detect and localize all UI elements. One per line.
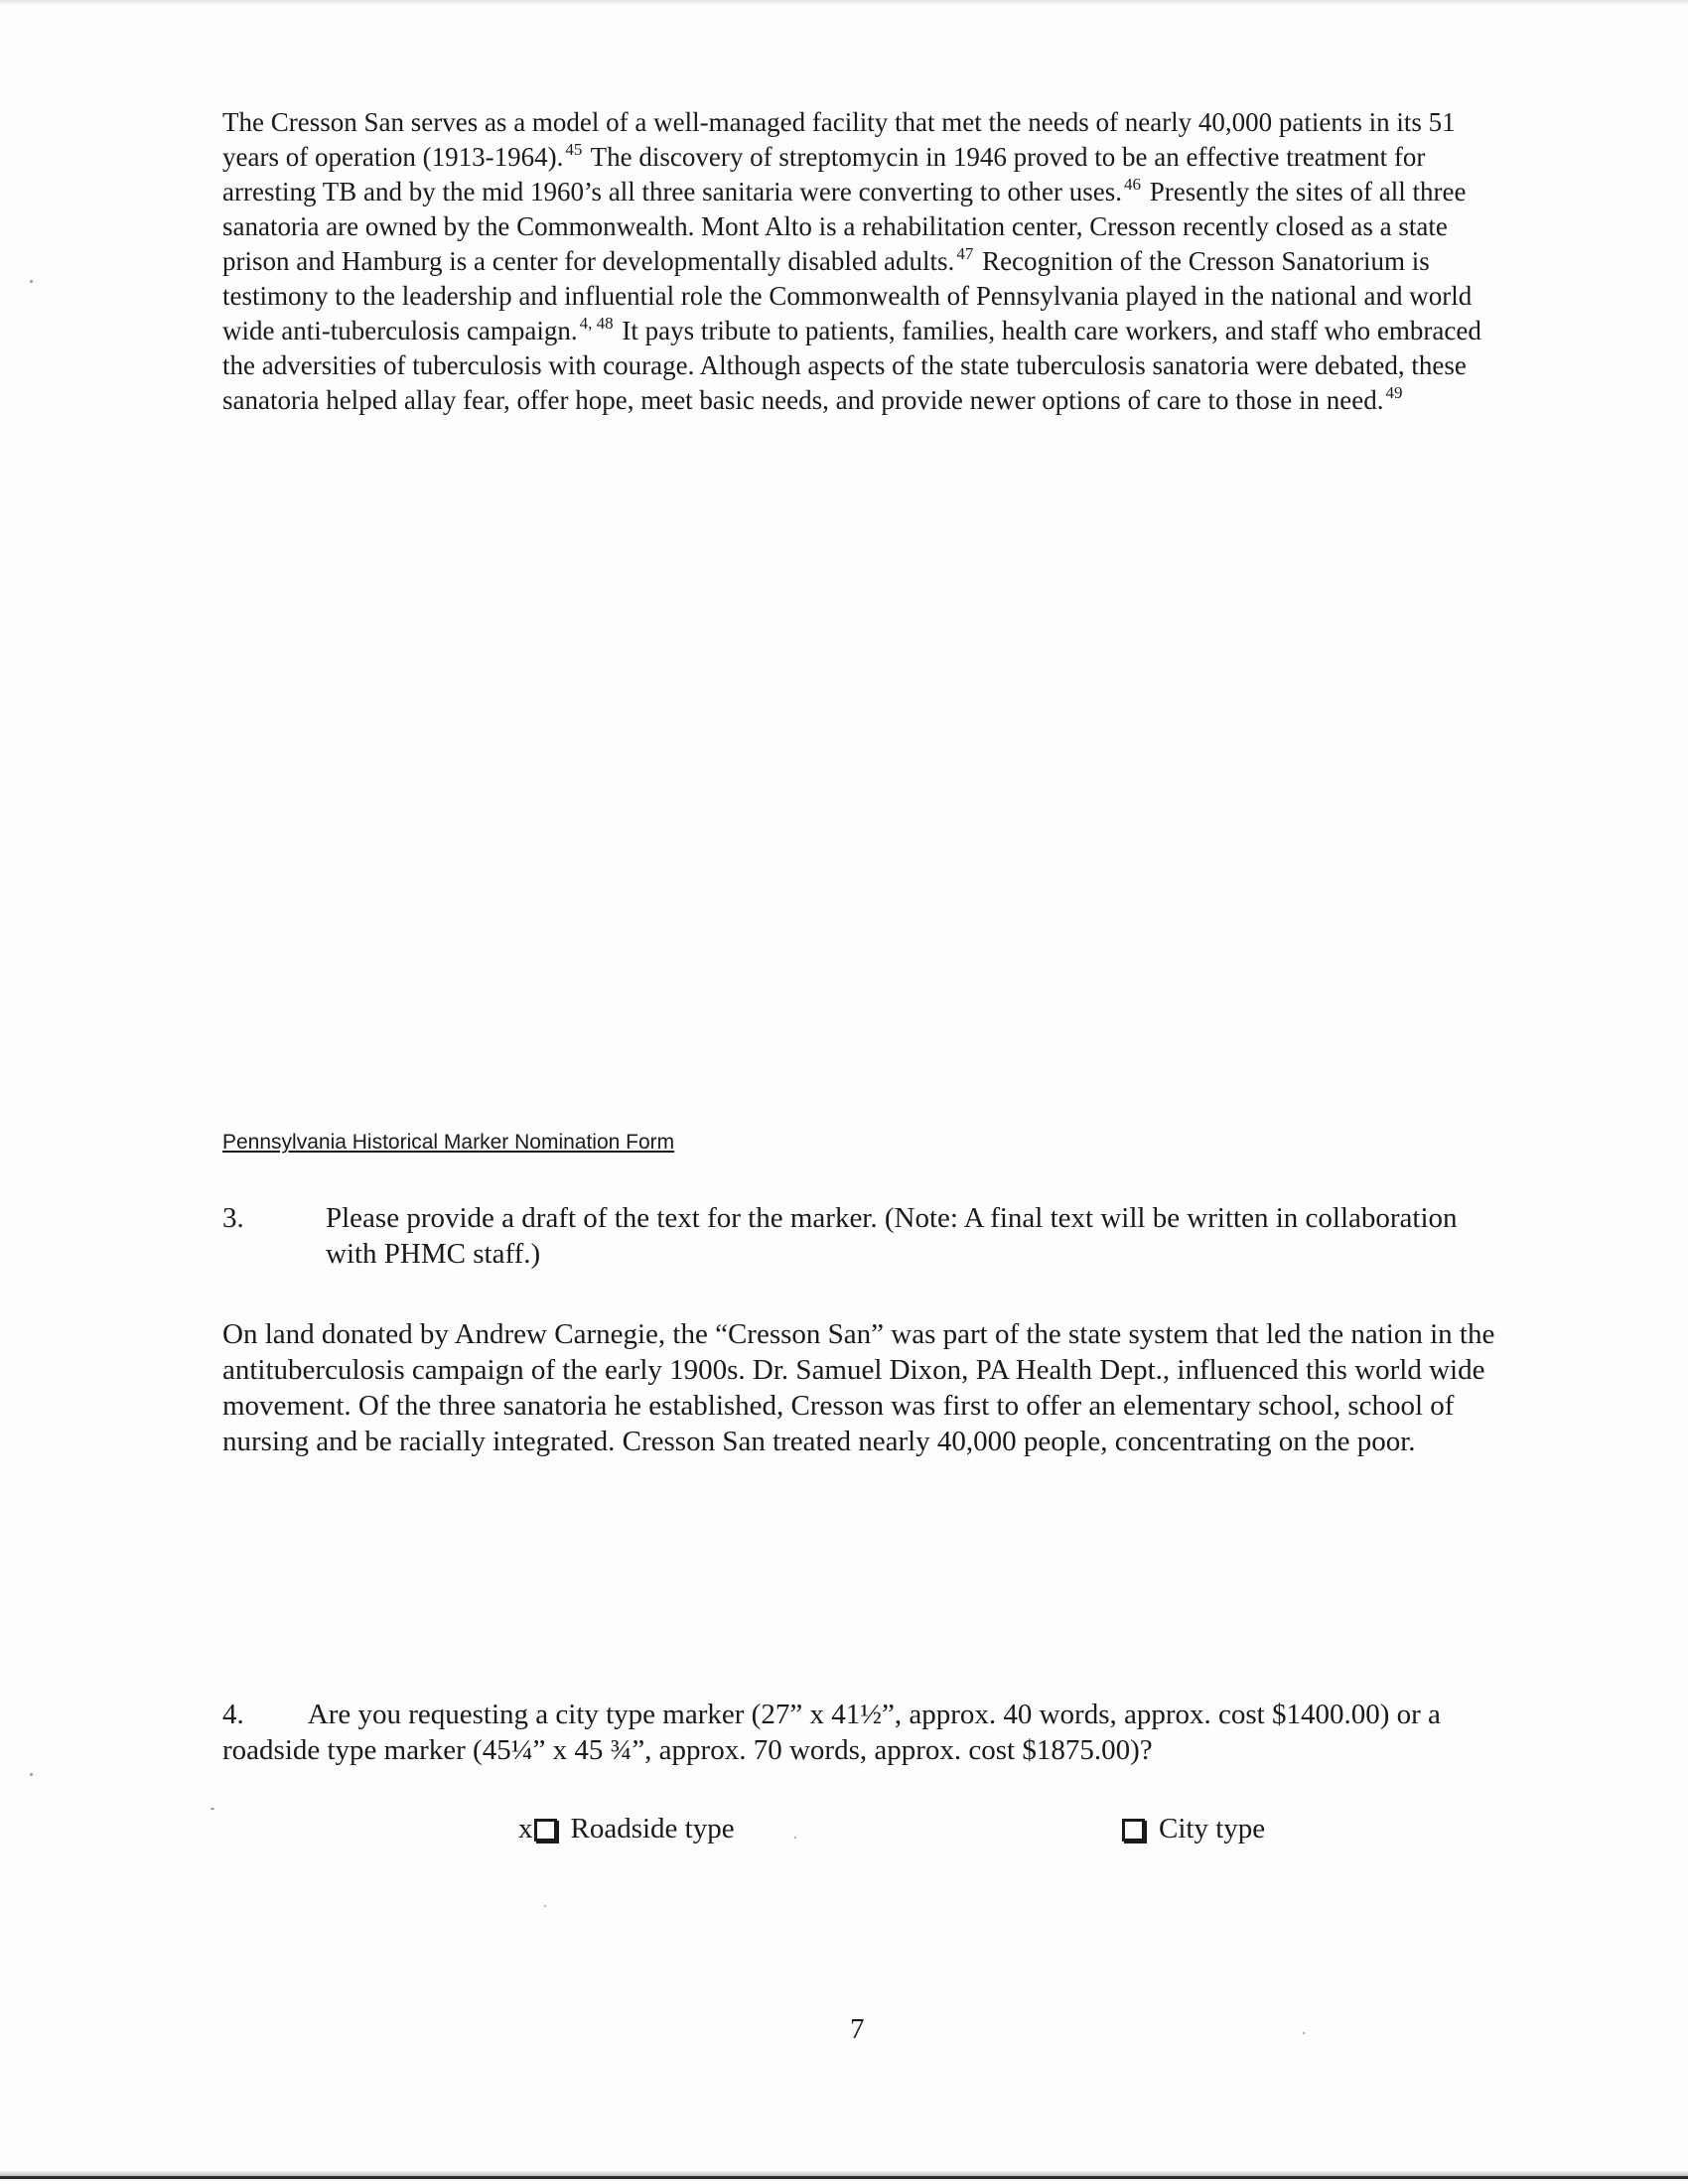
- option-roadside[interactable]: [518, 1811, 735, 1846]
- scan-speck: [794, 1837, 796, 1839]
- question-4-number: 4.: [222, 1699, 244, 1730]
- intro-paragraph: [222, 105, 1513, 418]
- scan-speck: [544, 1905, 546, 1907]
- scan-speck: [30, 280, 33, 283]
- scan-speck: [1303, 2032, 1305, 2034]
- footnote-reference: 45: [565, 140, 583, 159]
- intro-text-segment: Presently the sites of all three sanatoria are owned by the Commonwealth. Mont Alto is a rehabilitation center, Cresson recently closed as a state prison and Hamburg is a center for developmentally disabled adults.: [222, 177, 1467, 276]
- question-4: [222, 1697, 1513, 1768]
- option-city[interactable]: [1122, 1811, 1265, 1846]
- footnote-reference: 47: [956, 244, 974, 263]
- scan-speck: [211, 1808, 214, 1810]
- scan-speck: [30, 1773, 33, 1776]
- city-label: City type: [1159, 1813, 1266, 1844]
- scan-bottom-rule: [0, 2176, 1688, 2179]
- question-4-text: Are you requesting a city type marker (27” x 41½”, approx. 40 words, approx. cost $1400.00) or a roadside type marker (45¼” x 45 ¾”, approx. 70 words, approx. cost $1875.00)?: [222, 1699, 1441, 1766]
- page-number: 7: [850, 2013, 865, 2045]
- roadside-checkbox[interactable]: [534, 1819, 557, 1842]
- intro-text-segment: The Cresson San serves as a model of a well-managed facility that met the needs of nearly 40,000 patients in its 51 years of operation (1913-1964).: [222, 107, 1456, 172]
- form-heading: Pennsylvania Historical Marker Nomination Form: [222, 1131, 675, 1154]
- footnote-reference: 4, 48: [579, 314, 614, 333]
- intro-text-segment: The discovery of streptomycin in 1946 proved to be an effective treatment for arresting TB and by the mid 1960’s all three sanitaria were converting to other uses.: [222, 142, 1426, 206]
- question-3-text: Please provide a draft of the text for the marker. (Note: A final text will be written in collaboration with PHMC staff.): [326, 1202, 1458, 1270]
- footnote-reference: 49: [1385, 383, 1403, 402]
- scan-top-edge: [0, 0, 1688, 6]
- intro-text-segment: It pays tribute to patients, families, health care workers, and staff who embraced the adversities of tuberculosis with courage. Although aspects of the state tuberculosis sanatoria were debated, these sanatoria helped allay fear, offer hope, meet basic needs, and provide newer options of care to those in need.: [222, 316, 1481, 415]
- city-checkbox[interactable]: [1122, 1819, 1145, 1842]
- intro-text-segment: Recognition of the Cresson Sanatorium is testimony to the leadership and influential role the Commonwealth of Pennsylvania played in the national and world wide anti-tuberculosis campaign.: [222, 246, 1473, 345]
- question-3-number: 3.: [222, 1202, 244, 1234]
- roadside-label: Roadside type: [570, 1813, 735, 1844]
- footnote-reference: 46: [1124, 175, 1142, 194]
- question-3-answer: On land donated by Andrew Carnegie, the “Cresson San” was part of the state system that led the nation in the antituberculosis campaign of the early 1900s. Dr. Samuel Dixon, PA Health Dept., influenced this world wide movement. Of the three sanatoria he established, Cresson was first to offer an elementary school, school of nursing and be racially integrated. Cresson San treated nearly 40,000 people, concentrating on the poor.: [222, 1318, 1495, 1457]
- roadside-check-mark: x: [518, 1813, 533, 1844]
